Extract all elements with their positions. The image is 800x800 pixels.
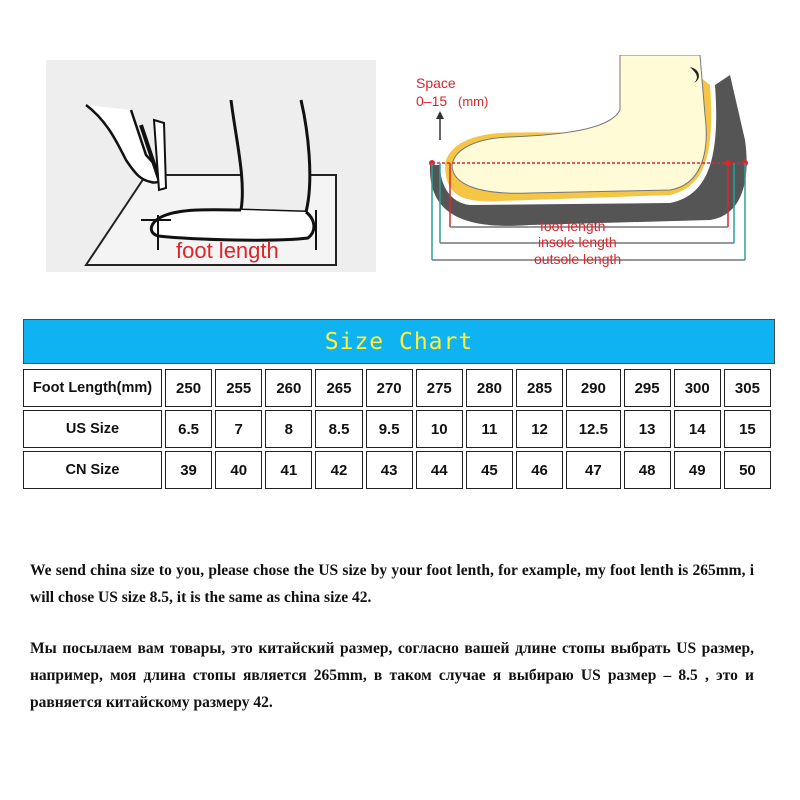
table-cell: 8.5 xyxy=(315,410,362,448)
hand-outline xyxy=(86,105,161,183)
table-cell: 290 xyxy=(566,369,620,407)
table-cell: 280 xyxy=(466,369,513,407)
foot-measure-drawing xyxy=(46,60,376,272)
table-cell: 6.5 xyxy=(165,410,212,448)
row-header: CN Size xyxy=(23,451,162,489)
table-cell: 260 xyxy=(265,369,312,407)
table-cell: 255 xyxy=(215,369,262,407)
table-cell: 250 xyxy=(165,369,212,407)
english-note: We send china size to you, please chose the US size by your foot lenth, for example, my foot lenth is 265mm, i will chose US size 8.5, it is the same as china size 42. xyxy=(30,562,754,606)
space-unit-label: (mm) xyxy=(458,94,489,109)
foot-shape xyxy=(452,55,706,193)
table-cell: 50 xyxy=(724,451,771,489)
table-cell: 41 xyxy=(265,451,312,489)
outsole-length-text: outsole length xyxy=(534,251,622,267)
table-cell: 42 xyxy=(315,451,362,489)
table-cell: 39 xyxy=(165,451,212,489)
table-cell: 10 xyxy=(416,410,463,448)
foot-outline xyxy=(151,210,314,240)
table-row xyxy=(23,369,771,407)
table-cell: 11 xyxy=(466,410,513,448)
space-range-label: 0–15 xyxy=(416,93,448,109)
size-table xyxy=(20,366,774,492)
table-row xyxy=(23,451,771,489)
table-cell: 305 xyxy=(724,369,771,407)
table-cell: 40 xyxy=(215,451,262,489)
table-cell: 275 xyxy=(416,369,463,407)
table-row xyxy=(23,410,771,448)
table-cell: 49 xyxy=(674,451,721,489)
table-cell: 15 xyxy=(724,410,771,448)
russian-note: Мы посылаем вам товары, это китайский размер, согласно вашей длине стопы выбрать US размер, например, моя длина стопы является 265mm, в таком случае я выбираю US размер – 8.5 , это и равняется китайскому размеру 42. xyxy=(30,640,754,711)
row-header: Foot Length(mm) xyxy=(23,369,162,407)
table-cell: 265 xyxy=(315,369,362,407)
table-cell: 285 xyxy=(516,369,563,407)
table-cell: 300 xyxy=(674,369,721,407)
table-cell: 44 xyxy=(416,451,463,489)
size-chart-title: Size Chart xyxy=(23,319,775,364)
foot-measure-illustration xyxy=(46,60,376,272)
table-cell: 14 xyxy=(674,410,721,448)
shoe-cross-section-illustration xyxy=(410,55,770,280)
foot-length-label: foot length xyxy=(176,238,279,263)
table-cell: 295 xyxy=(624,369,671,407)
table-cell: 12.5 xyxy=(566,410,620,448)
shoe-cross-section-drawing xyxy=(410,55,770,280)
table-cell: 270 xyxy=(366,369,413,407)
table-cell: 47 xyxy=(566,451,620,489)
table-cell: 8 xyxy=(265,410,312,448)
foot-length-text: foot length xyxy=(540,218,606,234)
table-cell: 45 xyxy=(466,451,513,489)
table-cell: 43 xyxy=(366,451,413,489)
row-header: US Size xyxy=(23,410,162,448)
table-cell: 13 xyxy=(624,410,671,448)
insole-length-text: insole length xyxy=(538,234,617,250)
table-cell: 12 xyxy=(516,410,563,448)
leg-outline xyxy=(231,100,310,212)
table-cell: 7 xyxy=(215,410,262,448)
table-cell: 46 xyxy=(516,451,563,489)
table-cell: 48 xyxy=(624,451,671,489)
table-cell: 9.5 xyxy=(366,410,413,448)
space-label: Space xyxy=(416,75,456,91)
